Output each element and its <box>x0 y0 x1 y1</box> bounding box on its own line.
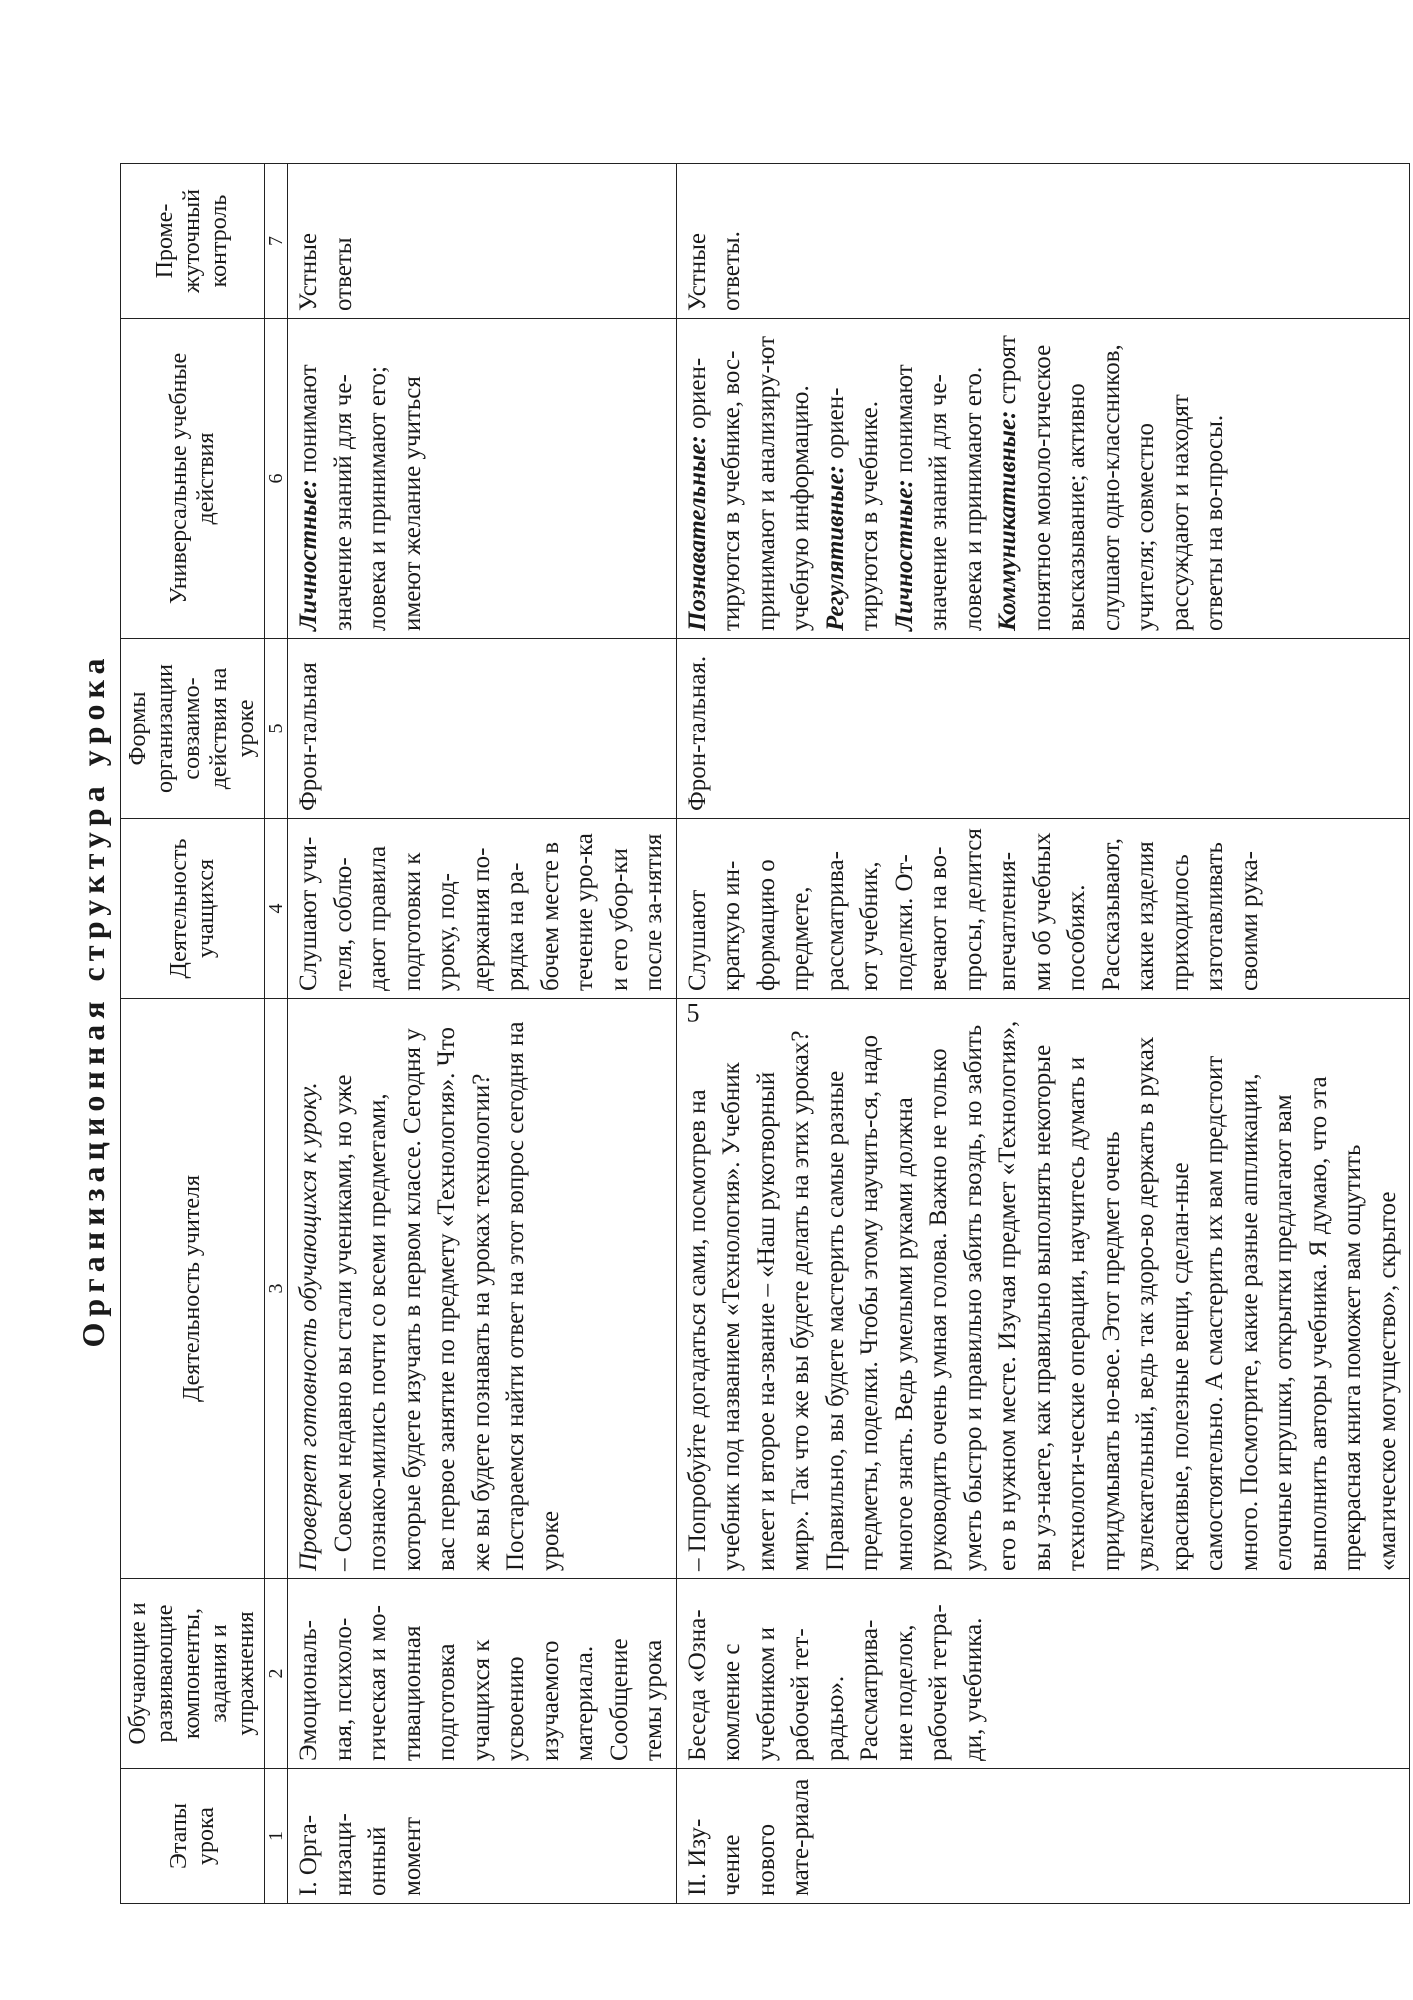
teacher-activity-cell: – Попробуйте догадаться сами, посмотрев на учебник под названием «Технология». Учебник имеет и второе на-звание – «Наш рукотворный мир». Так что же вы будете делать на этих уроках? Правильно, вы будете мастерить самые разные предметы, поделки. Чтобы этому научить-ся, надо многое знать. Ведь умелыми руками должна руководить очень умная голова. Важно не только уметь быстро и правильно забить гвоздь, но забить его в нужном месте. Изучая предмет «Технология», вы уз-наете, как правильно выполнять некоторые технологи-ческие операции, научитесь думать и придумывать но-вое. Этот предмет очень увлекательный, ведь так здоро-во держать в руках красивые, полезные вещи, сделан-ные самостоятельно. А смастерить их вам предстоит много. Посмотрите, какие разные аппликации, елочные игрушки, открытки предлагают вам выполнить авторы учебника. Я думаю, что эта прекрасная книга поможет вам ощутить «магическое могущество», скрытое <box>676 999 1410 1579</box>
column-header: Проме-жуточный контроль <box>121 164 265 319</box>
table-row <box>288 164 677 1904</box>
forms-cell: Фрон-тальная <box>288 639 677 819</box>
column-number-row <box>265 164 288 1904</box>
column-number: 4 <box>265 819 288 999</box>
teacher-intro: Проверяет готовность обучающихся к уроку. <box>295 1082 322 1571</box>
column-number: 3 <box>265 999 288 1579</box>
uud-label: Регулятивные: <box>821 465 849 631</box>
uud-label: Коммуникативные: <box>994 410 1021 631</box>
teacher-text: – Совсем недавно вы стали учениками, но уже познако-мились почти со всеми предметами, которые будете изучать в первом классе. Сегодня у вас первое занятие по предмету «Технология». Что же вы будете познавать на уроках технологии? Постараемся найти ответ на этот вопрос сегодня на уроке <box>329 1021 564 1571</box>
uud-cell <box>676 319 1410 639</box>
uud-text: ориен-тируются в учебнике, вос-принимают и анализиру-ют учебную информацию. <box>683 335 814 631</box>
column-header: Универсальные учебные действия <box>121 319 265 639</box>
page-number: 5 <box>686 998 700 1028</box>
uud-label: Познавательные: <box>683 435 711 631</box>
column-header: Деятельность учителя <box>121 999 265 1579</box>
lesson-structure-table <box>120 163 1410 1904</box>
uud-text: понимают значение знаний для че-ловека и принимают его; имеют желание учиться <box>295 364 426 631</box>
column-number: 1 <box>265 1769 288 1904</box>
uud-text: строят понятное моноло-гическое высказывание; активно слушают одно-классников, учителя; совместно рассуждают и находят ответы на во-просы. <box>994 335 1228 631</box>
column-header: Обучающие и развивающие компоненты, задания и упражнения <box>121 1579 265 1769</box>
uud-label: Личностные: <box>295 479 322 631</box>
student-activity-cell: Слушают краткую ин-формацию о предмете, рассматрива-ют учебник, поделки. От-вечают на во-просы, делится впечатления-ми об учебных пособиях. Рассказывают, какие изделия приходилось изготавливать своими рука- <box>676 819 1410 999</box>
stage-cell: I. Орга-низаци-онный момент <box>288 1769 677 1904</box>
uud-label: Личностные: <box>890 479 918 631</box>
page-title: Организационная структура урока <box>75 652 111 1348</box>
control-cell: Устные ответы <box>288 164 677 319</box>
column-number: 2 <box>265 1579 288 1769</box>
components-cell: Беседа «Озна-комление с учебником и рабочей тет-радью». Рассматрива-ние поделок, рабочей тетра-ди, учебника. <box>676 1579 1410 1769</box>
column-number: 6 <box>265 319 288 639</box>
header-row <box>121 164 265 1904</box>
components-cell: Эмоциональ-ная, психоло-гическая и мо-тивационная подготовка учащихся к усвоению изучаемого материала. Сообщение темы урока <box>288 1579 677 1769</box>
column-number: 5 <box>265 639 288 819</box>
column-header: Формы организации совзаимо-действия на уроке <box>121 639 265 819</box>
column-number: 7 <box>265 164 288 319</box>
uud-text: ориен-тируются в учебнике. <box>821 387 883 631</box>
forms-cell: Фрон-тальная. <box>676 639 1410 819</box>
uud-cell <box>288 319 677 639</box>
column-header: Этапы урока <box>121 1769 265 1904</box>
stage-cell: II. Изу-чение нового мате-риала <box>676 1769 1410 1904</box>
uud-text: понимают значение знаний для че-ловека и принимают его. <box>890 364 987 631</box>
student-activity-cell: Слушают учи-теля, соблю-дают правила подготовки к уроку, под-держания по-рядка на ра-бочем месте в течение уро-ка и его убор-ки после за-нятия <box>288 819 677 999</box>
column-header: Деятельность учащихся <box>121 819 265 999</box>
table-row <box>676 164 1410 1904</box>
teacher-activity-cell <box>288 999 677 1579</box>
control-cell: Устные ответы. <box>676 164 1410 319</box>
